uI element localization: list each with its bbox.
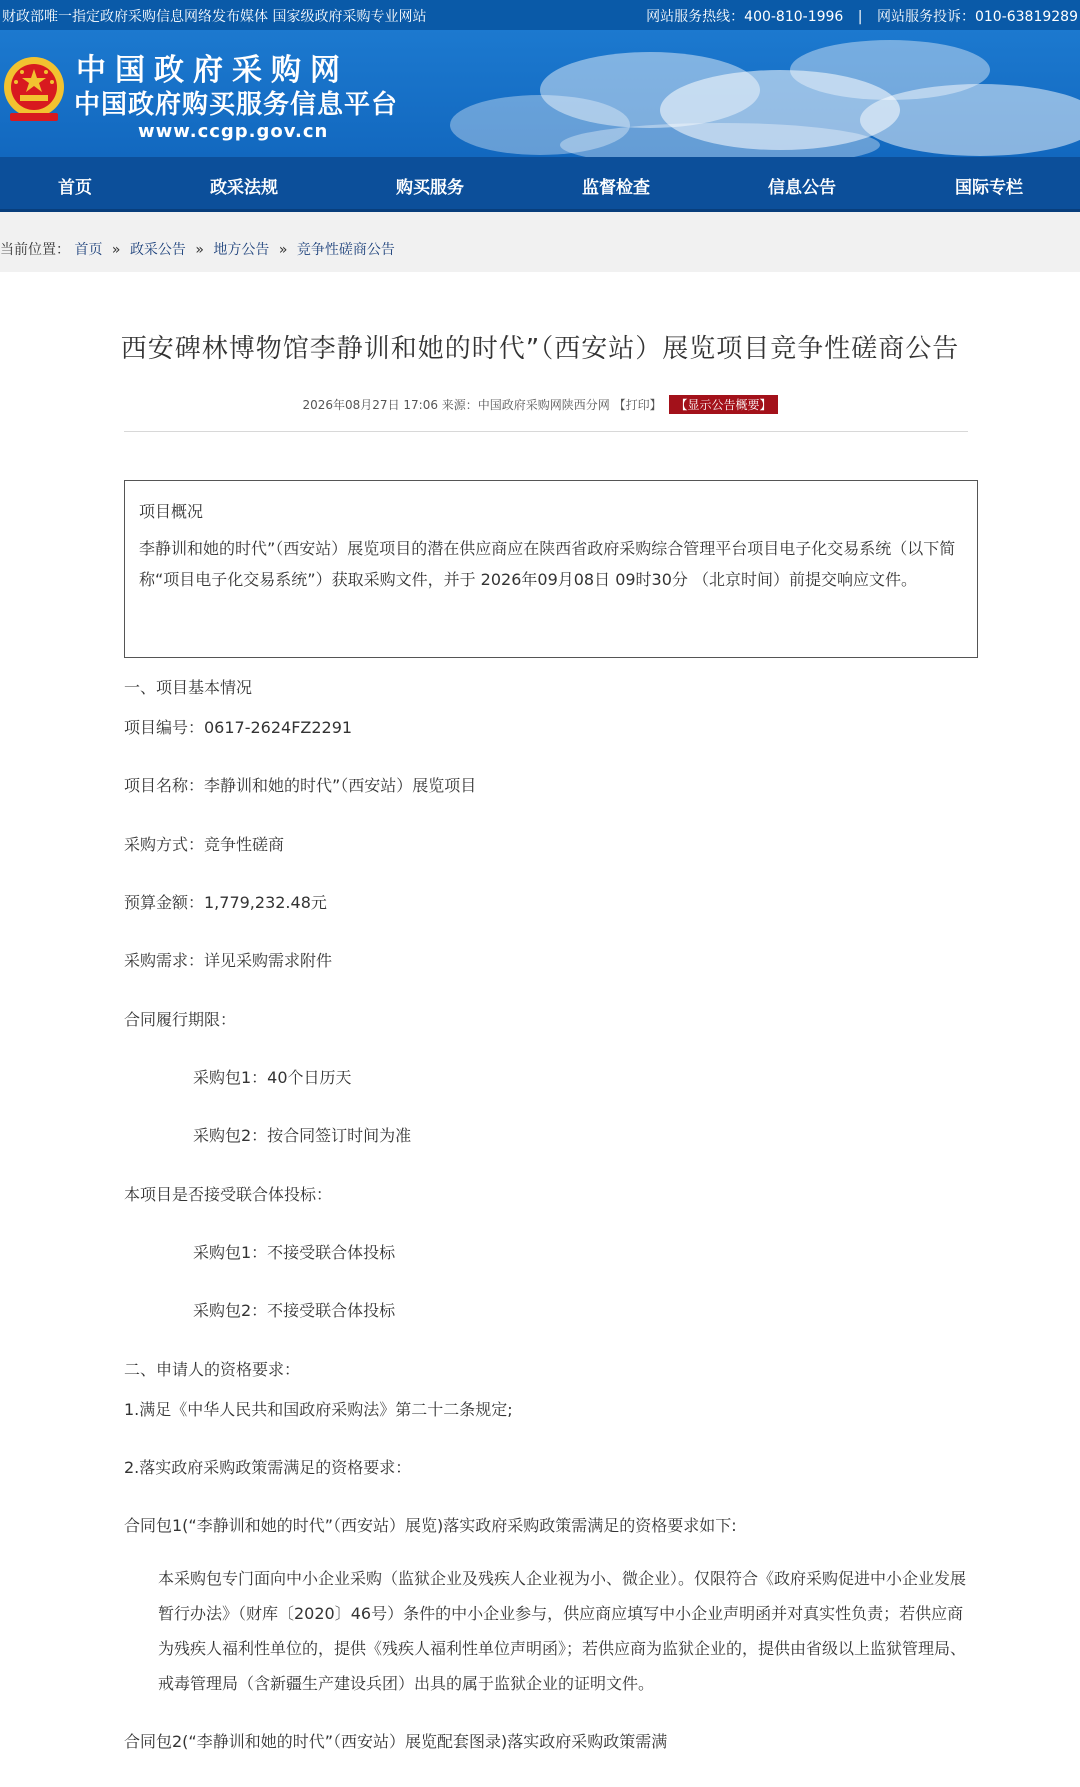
procurement-requirement: 采购需求：详见采购需求附件 <box>124 951 333 970</box>
contract-period-label: 合同履行期限： <box>124 1010 237 1029</box>
nav-item-regulations[interactable]: 政采法规 <box>210 178 278 198</box>
requirement-2: 2.落实政府采购政策需满足的资格要求： <box>124 1458 412 1477</box>
article-content <box>0 272 1080 1787</box>
main-nav <box>0 157 1080 212</box>
project-number: 项目编号：0617-2624FZ2291 <box>124 718 353 737</box>
nav-item-purchase-services[interactable]: 购买服务 <box>396 178 464 198</box>
procurement-method: 采购方式：竞争性磋商 <box>124 835 285 854</box>
publish-date: 2026年08月27日 17:06 <box>302 398 438 412</box>
contract-period-package-2: 采购包2：按合同签订时间为准 <box>193 1126 412 1145</box>
consortium-package-1: 采购包1：不接受联合体投标 <box>193 1243 396 1262</box>
breadcrumb-home[interactable]: 首页 <box>74 242 103 258</box>
breadcrumb-competitive-negotiation[interactable]: 竞争性磋商公告 <box>296 242 395 258</box>
nav-item-supervision[interactable]: 监督检查 <box>582 178 650 198</box>
service-hotline: 网站服务热线：400-810-1996 <box>646 9 844 25</box>
service-contacts <box>646 6 1078 26</box>
contract-period-package-1: 采购包1：40个日历天 <box>193 1068 352 1087</box>
project-overview-box <box>124 480 978 658</box>
top-info-bar <box>0 0 1080 30</box>
logo-url: www.ccgp.gov.cn <box>138 121 329 142</box>
breadcrumb-label: 当前位置： <box>0 242 70 258</box>
national-emblem-icon <box>2 55 66 127</box>
nav-item-international[interactable]: 国际专栏 <box>955 178 1023 198</box>
nav-item-announcements[interactable]: 信息公告 <box>768 178 836 198</box>
package-2-intro: 合同包2(“李静训和她的时代”（西安站）展览配套图录)落实政府采购政策需满 <box>124 1732 668 1751</box>
logo-subtitle: 中国政府购买服务信息平台 <box>74 90 399 120</box>
breadcrumb-local-notices[interactable]: 地方公告 <box>213 242 270 258</box>
project-name: 项目名称：李静训和她的时代”（西安站）展览项目 <box>124 776 477 795</box>
cloud-decoration <box>420 30 1080 157</box>
article-meta <box>0 395 1080 414</box>
print-link[interactable]: 【打印】 <box>613 398 662 412</box>
article-source: 来源：中国政府采购网陕西分网 <box>441 398 610 412</box>
package-1-body: 本采购包专门面向中小企业采购（监狱企业及残疾人企业视为小、微企业）。仅限符合《政府采购促进中小企业发展暂行办法》（财库〔2020〕46号）条件的中小企业参与，供应商应填写中小企业声明函并对真实性负责；若供应商为残疾人福利性单位的，提供《残疾人福利性单位声明函》；若供应商为监狱企业的，提供由省级以上监狱管理局、戒毒管理局（含新疆生产建设兵团）出具的属于监狱企业的证明文件。 <box>158 1569 967 1693</box>
breadcrumb-separator: » <box>195 242 204 258</box>
requirement-1: 1.满足《中华人民共和国政府采购法》第二十二条规定; <box>124 1400 513 1419</box>
service-complaint: 网站服务投诉：010-63819289 <box>876 9 1078 25</box>
budget-amount: 预算金额：1,779,232.48元 <box>124 893 327 912</box>
logo-title: 中国政府采购网 <box>76 53 349 88</box>
site-banner <box>0 30 1080 157</box>
overview-title: 项目概况 <box>139 502 204 521</box>
section-qualification-title: 二、申请人的资格要求： <box>124 1360 301 1379</box>
nav-item-home[interactable]: 首页 <box>58 178 92 198</box>
section-basic-info-title: 一、项目基本情况 <box>124 678 253 697</box>
site-slogan: 财政部唯一指定政府采购信息网络发布媒体 国家级政府采购专业网站 <box>2 9 427 25</box>
contact-separator: | <box>857 9 863 25</box>
content-fade-overlay <box>700 1730 1080 1770</box>
breadcrumb-separator: » <box>111 242 121 258</box>
consortium-label: 本项目是否接受联合体投标： <box>124 1185 333 1204</box>
article-title: 西安碑林博物馆李静训和她的时代”（西安站）展览项目竞争性磋商公告 <box>120 334 960 364</box>
consortium-package-2: 采购包2：不接受联合体投标 <box>193 1301 396 1320</box>
title-divider <box>124 431 968 432</box>
show-summary-button[interactable]: 【显示公告概要】 <box>669 395 777 414</box>
breadcrumb-procurement-notices[interactable]: 政采公告 <box>129 242 186 258</box>
overview-body: 李静训和她的时代”（西安站）展览项目的潜在供应商应在陕西省政府采购综合管理平台项目电子化交易系统（以下简称“项目电子化交易系统”）获取采购文件，并于 2026年09月08日 09时30分 （北京时间）前提交响应文件。 <box>139 539 956 589</box>
breadcrumb-separator: » <box>278 242 288 258</box>
breadcrumb <box>0 239 395 259</box>
package-1-intro: 合同包1(“李静训和她的时代”（西安站）展览)落实政府采购政策需满足的资格要求如下: <box>124 1516 737 1535</box>
